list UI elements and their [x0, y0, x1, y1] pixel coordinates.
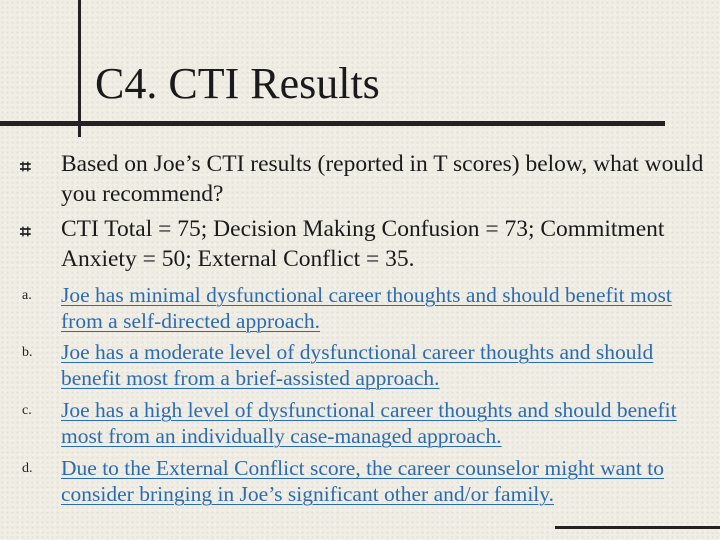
bullet-marker-icon: ⌗ [20, 221, 31, 243]
answer-option-d-link[interactable]: Due to the External Conflict score, the career counselor might want to consider bringing in Joe’s significant other and/or family. [61, 456, 664, 506]
answer-option-b-link[interactable]: Joe has a moderate level of dysfunctional career thoughts and should benefit most from a brief-assisted approach. [61, 340, 654, 390]
answer-option-c-link[interactable]: Joe has a high level of dysfunctional career thoughts and should benefit most from an individually case-managed approach. [61, 398, 677, 448]
option-letter-b: b. [22, 345, 33, 360]
bullet-text-question: Based on Joe’s CTI results (reported in T scores) below, what would you recommend? [61, 151, 704, 207]
bullet-marker-icon: ⌗ [20, 156, 31, 178]
option-letter-a: a. [22, 288, 32, 303]
title-underline-rule [0, 121, 665, 126]
bottom-accent-line [555, 526, 720, 529]
answer-option-a-link[interactable]: Joe has minimal dysfunctional career thoughts and should benefit most from a self-directed approach. [61, 283, 672, 333]
option-letter-d: d. [22, 461, 33, 476]
slide-title: C4. CTI Results [95, 59, 380, 108]
bullet-text-scores: CTI Total = 75; Decision Making Confusion = 73; Commitment Anxiety = 50; External Conflict = 35. [61, 216, 665, 272]
option-letter-c: c. [22, 403, 32, 418]
vertical-accent-line [78, 0, 81, 137]
